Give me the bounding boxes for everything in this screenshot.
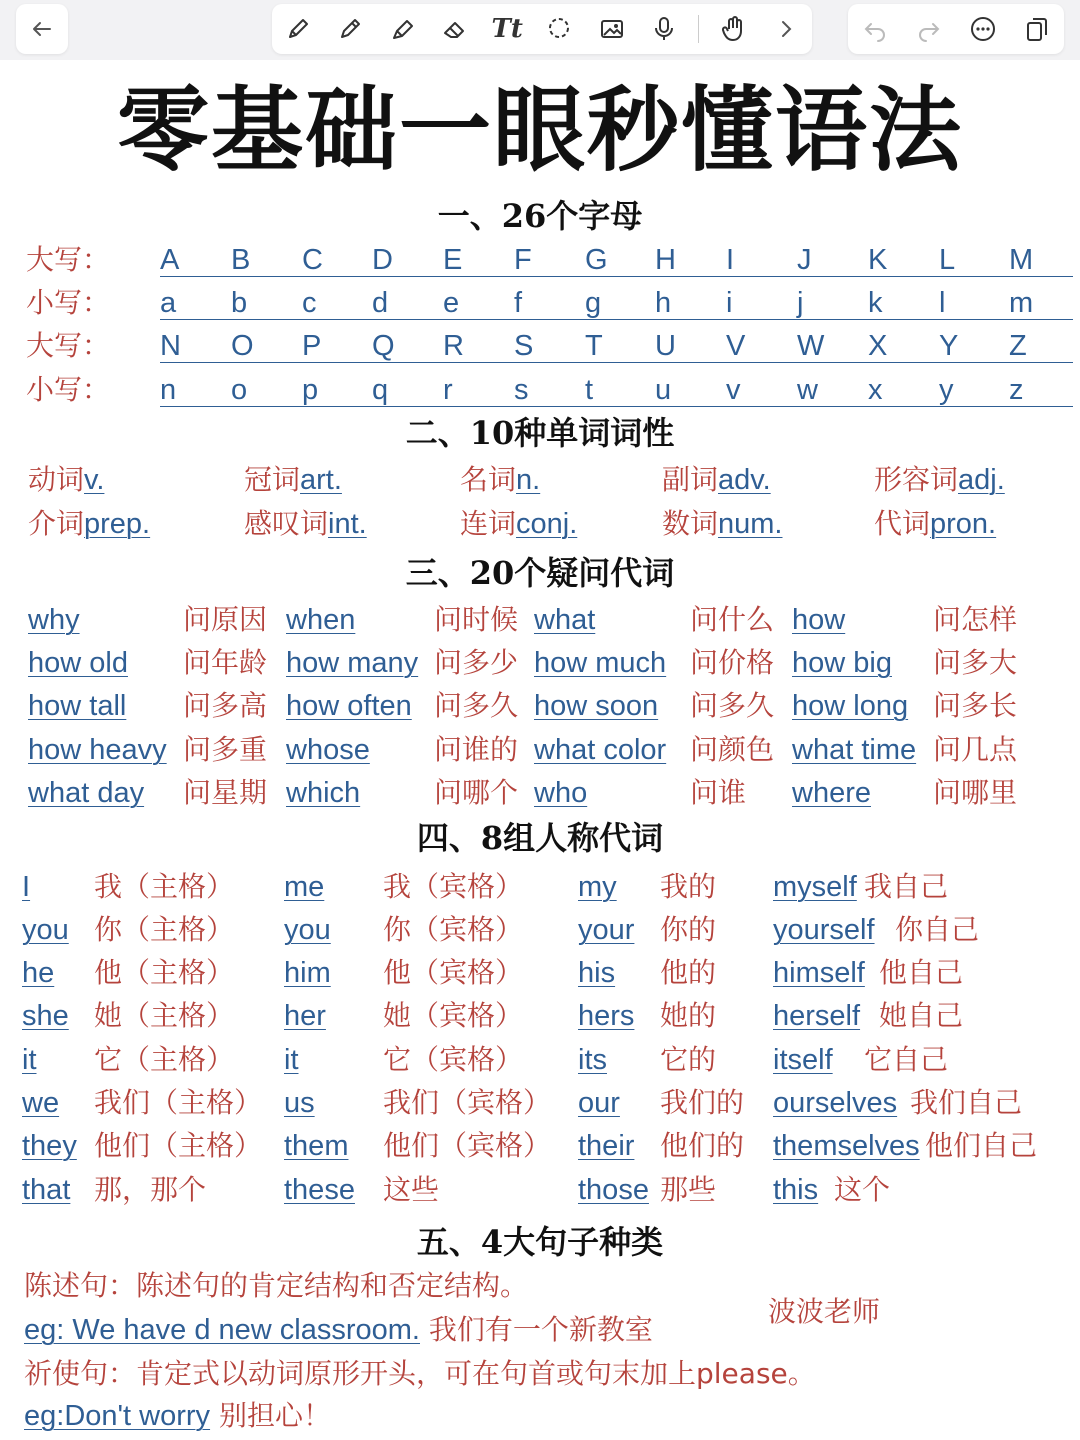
pronoun-chinese: 他（主格） xyxy=(94,956,235,989)
question-word: what time xyxy=(792,734,917,766)
alphabet-letter: D xyxy=(372,244,393,276)
question-meaning: 问多长 xyxy=(933,689,1018,722)
question-meaning: 问什么 xyxy=(690,603,775,636)
alphabet-letter: a xyxy=(160,287,177,319)
question-meaning: 问多大 xyxy=(933,646,1018,679)
alphabet-letter: o xyxy=(231,374,248,406)
pronoun-chinese: 他的 xyxy=(660,956,717,989)
pos-chinese: 名词 xyxy=(460,463,517,496)
alphabet-letter: K xyxy=(868,244,888,276)
pen-alt-icon[interactable] xyxy=(332,11,368,47)
alphabet-row xyxy=(26,283,1056,323)
pronoun-english: you xyxy=(284,914,331,946)
pronoun-english: her xyxy=(284,1000,326,1032)
alphabet-letter: y xyxy=(939,374,954,406)
part-of-speech-item xyxy=(460,460,540,500)
question-meaning: 问谁 xyxy=(690,776,747,809)
mic-icon[interactable] xyxy=(646,11,682,47)
pos-chinese: 副词 xyxy=(662,463,719,496)
part-of-speech-item xyxy=(28,504,150,544)
pronoun-english: me xyxy=(284,871,325,903)
alphabet-letter: U xyxy=(655,330,676,362)
section-heading-question-words: 三、20个疑问代词 xyxy=(405,554,675,592)
alphabet-letter: G xyxy=(585,244,608,276)
alphabet-row-label: 小写： xyxy=(26,373,111,406)
alphabet-letter: b xyxy=(231,287,248,319)
page-title: 零基础一眼秒懂语法 xyxy=(116,77,963,184)
pronoun-chinese: 这些 xyxy=(383,1173,440,1206)
pronoun-chinese: 我自己 xyxy=(864,870,949,903)
alphabet-letter: O xyxy=(231,330,254,362)
image-icon[interactable] xyxy=(594,11,630,47)
pos-abbreviation: adj. xyxy=(958,464,1005,496)
pronoun-chinese: 我们（宾格） xyxy=(383,1086,552,1119)
pronoun-english: herself xyxy=(773,1000,861,1032)
pronoun-english: your xyxy=(578,914,635,946)
question-word: who xyxy=(534,777,588,809)
alphabet-letter: B xyxy=(231,244,251,276)
pages-icon[interactable] xyxy=(1019,11,1055,47)
eraser-icon[interactable] xyxy=(437,11,473,47)
alphabet-letter: W xyxy=(797,330,825,362)
arrow-left-icon xyxy=(24,11,60,47)
pronoun-chinese: 她自己 xyxy=(879,999,964,1032)
part-of-speech-item xyxy=(244,504,367,544)
pos-chinese: 形容词 xyxy=(874,463,959,496)
imperative-example xyxy=(24,1396,331,1436)
alphabet-row-label: 小写： xyxy=(26,286,111,319)
alphabet-letter: i xyxy=(726,287,733,319)
pronoun-english: himself xyxy=(773,957,865,989)
alphabet-letter: T xyxy=(585,330,603,362)
alphabet-letter: w xyxy=(797,374,818,406)
question-meaning: 问颜色 xyxy=(690,733,775,766)
alphabet-letter: x xyxy=(868,374,883,406)
alphabet-letter: Z xyxy=(1009,330,1027,362)
highlighter-icon[interactable] xyxy=(385,11,421,47)
pronoun-chinese: 我（主格） xyxy=(94,870,235,903)
pronoun-chinese: 她（宾格） xyxy=(383,999,524,1032)
part-of-speech-item xyxy=(460,504,577,544)
alphabet-letter: p xyxy=(302,374,319,406)
pronoun-chinese: 我（宾格） xyxy=(383,870,524,903)
pronoun-chinese: 它（主格） xyxy=(94,1043,235,1076)
more-icon[interactable] xyxy=(965,11,1001,47)
question-meaning: 问哪里 xyxy=(933,776,1018,809)
alphabet-letter: v xyxy=(726,374,741,406)
pronoun-english: them xyxy=(284,1130,349,1162)
pronoun-english: hers xyxy=(578,1000,635,1032)
pronoun-chinese: 他们的 xyxy=(660,1129,745,1162)
alphabet-letter: g xyxy=(585,287,602,319)
hand-icon[interactable] xyxy=(716,11,752,47)
pronoun-chinese: 他们（主格） xyxy=(94,1129,263,1162)
example-english: eg:Don't worry xyxy=(24,1400,211,1432)
pronoun-chinese: 那些 xyxy=(660,1173,717,1206)
question-meaning: 问多少 xyxy=(434,646,519,679)
toolbar-divider xyxy=(698,15,699,43)
tool-palette xyxy=(272,4,812,54)
pos-abbreviation: v. xyxy=(84,464,105,496)
part-of-speech-item xyxy=(662,504,783,544)
alphabet-letter: u xyxy=(655,374,672,406)
pronoun-english: ourselves xyxy=(773,1087,898,1119)
pronoun-chinese: 我们自己 xyxy=(910,1086,1023,1119)
alphabet-row xyxy=(26,326,1056,366)
section-heading-alphabet: 一、26个字母 xyxy=(437,197,643,235)
pronoun-chinese: 他（宾格） xyxy=(383,956,524,989)
alphabet-letter: V xyxy=(726,330,746,362)
pronoun-english: those xyxy=(578,1174,649,1206)
pronoun-chinese: 我们（主格） xyxy=(94,1086,263,1119)
pos-chinese: 数词 xyxy=(662,507,719,540)
pos-abbreviation: num. xyxy=(718,508,783,540)
question-word: how much xyxy=(534,647,667,679)
question-word: how old xyxy=(28,647,128,679)
question-word: how soon xyxy=(534,690,659,722)
alphabet-letter: P xyxy=(302,330,322,362)
question-meaning: 问年龄 xyxy=(183,646,268,679)
back-button[interactable] xyxy=(16,4,68,54)
section-heading-parts-of-speech: 二、10种单词词性 xyxy=(405,414,675,452)
redo-icon[interactable] xyxy=(911,11,947,47)
question-word: what day xyxy=(28,777,145,809)
pronoun-english: he xyxy=(22,957,55,989)
question-word: where xyxy=(792,777,871,809)
undo-icon[interactable] xyxy=(857,11,893,47)
pronoun-english: you xyxy=(22,914,69,946)
pos-abbreviation: pron. xyxy=(930,508,997,540)
question-meaning: 问星期 xyxy=(183,776,268,809)
pronoun-chinese: 这个 xyxy=(834,1173,891,1206)
alphabet-row-label: 大写： xyxy=(26,329,111,362)
alphabet-letter: c xyxy=(302,287,317,319)
question-word: why xyxy=(28,604,80,636)
alphabet-letter: E xyxy=(443,244,463,276)
alphabet-letter: I xyxy=(726,244,735,276)
pronoun-english: that xyxy=(22,1174,71,1206)
pronoun-english: themselves xyxy=(773,1130,920,1162)
pos-abbreviation: adv. xyxy=(718,464,771,496)
pronoun-chinese: 你的 xyxy=(660,913,717,946)
pronoun-english: myself xyxy=(773,871,857,903)
example-chinese: 我们有一个新教室 xyxy=(420,1313,653,1346)
question-meaning: 问时候 xyxy=(434,603,519,636)
alphabet-letter: s xyxy=(514,374,529,406)
top-toolbar xyxy=(0,0,1080,60)
pronoun-english: itself xyxy=(773,1044,833,1076)
pronoun-english: my xyxy=(578,871,617,903)
part-of-speech-item xyxy=(874,504,996,544)
pronoun-chinese: 你（宾格） xyxy=(383,913,524,946)
pronoun-english: our xyxy=(578,1087,620,1119)
pronoun-chinese: 他们自己 xyxy=(925,1129,1038,1162)
part-of-speech-item xyxy=(244,460,342,500)
pronoun-english: I xyxy=(22,871,31,903)
alphabet-letter: Q xyxy=(372,330,395,362)
question-word: how often xyxy=(286,690,412,722)
alphabet-letter: n xyxy=(160,374,177,406)
question-word: how big xyxy=(792,647,892,679)
question-meaning: 问多高 xyxy=(183,689,268,722)
alphabet-letters xyxy=(160,370,1073,410)
alphabet-letter: X xyxy=(868,330,888,362)
alphabet-letter: M xyxy=(1009,244,1034,276)
question-word: how xyxy=(792,604,846,636)
alphabet-letter: j xyxy=(797,287,804,319)
author-signature: 波波老师 xyxy=(768,1295,881,1328)
pronoun-english: she xyxy=(22,1000,69,1032)
alphabet-letter: z xyxy=(1009,374,1024,406)
pronoun-chinese: 你（主格） xyxy=(94,913,235,946)
alphabet-letter: l xyxy=(939,287,946,319)
example-chinese: 别担心！ xyxy=(210,1399,331,1432)
question-meaning: 问谁的 xyxy=(434,733,519,766)
question-word: whose xyxy=(286,734,370,766)
question-meaning: 问原因 xyxy=(183,603,268,636)
question-word: when xyxy=(286,604,356,636)
alphabet-letter: m xyxy=(1009,287,1034,319)
pronoun-chinese: 它自己 xyxy=(864,1043,949,1076)
declarative-description: 陈述句：陈述句的肯定结构和否定结构。 xyxy=(24,1269,529,1302)
declarative-example xyxy=(24,1310,653,1350)
alphabet-letter: J xyxy=(797,244,812,276)
pos-chinese: 代词 xyxy=(874,507,931,540)
imperative-description: 祈使句：肯定式以动词原形开头，可在句首或句末加上please。 xyxy=(24,1357,816,1390)
pos-chinese: 介词 xyxy=(28,507,85,540)
alphabet-row xyxy=(26,370,1056,410)
question-meaning: 问多重 xyxy=(183,733,268,766)
alphabet-letter: r xyxy=(443,374,453,406)
pronoun-chinese: 他自己 xyxy=(879,956,964,989)
alphabet-letters xyxy=(160,240,1073,280)
pronoun-chinese: 我们的 xyxy=(660,1086,745,1119)
alphabet-letter: L xyxy=(939,244,956,276)
question-meaning: 问怎样 xyxy=(933,603,1018,636)
part-of-speech-item xyxy=(662,460,771,500)
chevron-right-icon[interactable] xyxy=(768,11,804,47)
alphabet-letter: S xyxy=(514,330,534,362)
question-meaning: 问几点 xyxy=(933,733,1018,766)
pronoun-english: its xyxy=(578,1044,607,1076)
question-meaning: 问哪个 xyxy=(434,776,519,809)
pronoun-chinese: 那，那个 xyxy=(94,1173,207,1206)
alphabet-letter: H xyxy=(655,244,676,276)
pronoun-english: yourself xyxy=(773,914,875,946)
document-actions xyxy=(848,4,1064,54)
alphabet-letter: A xyxy=(160,244,180,276)
pos-abbreviation: int. xyxy=(328,508,367,540)
pos-chinese: 冠词 xyxy=(244,463,301,496)
pronoun-english: they xyxy=(22,1130,77,1162)
pronoun-english: it xyxy=(22,1044,37,1076)
pronoun-chinese: 你自己 xyxy=(895,913,980,946)
question-word: how tall xyxy=(28,690,127,722)
example-english: eg: We have d new classroom. xyxy=(24,1314,420,1346)
alphabet-letter: f xyxy=(514,287,523,319)
alphabet-letter: t xyxy=(585,374,594,406)
question-word: how many xyxy=(286,647,419,679)
pos-abbreviation: n. xyxy=(516,464,541,496)
pronoun-english: it xyxy=(284,1044,299,1076)
question-word: how heavy xyxy=(28,734,167,766)
pronoun-english: him xyxy=(284,957,331,989)
pos-abbreviation: prep. xyxy=(84,508,151,540)
pen-icon[interactable] xyxy=(280,11,316,47)
question-word: how long xyxy=(792,690,909,722)
section-heading-sentence-types: 五、4大句子种类 xyxy=(416,1223,664,1261)
question-meaning: 问多久 xyxy=(434,689,519,722)
question-word: which xyxy=(286,777,361,809)
pos-chinese: 动词 xyxy=(28,463,85,496)
pos-abbreviation: art. xyxy=(300,464,342,496)
alphabet-letter: C xyxy=(302,244,323,276)
lasso-icon[interactable] xyxy=(541,11,577,47)
question-word: what color xyxy=(534,734,667,766)
alphabet-letter: d xyxy=(372,287,389,319)
pronoun-english: their xyxy=(578,1130,635,1162)
alphabet-letter: R xyxy=(443,330,464,362)
pronoun-english: these xyxy=(284,1174,355,1206)
alphabet-letters xyxy=(160,283,1073,323)
pronoun-english: we xyxy=(22,1087,60,1119)
pronoun-chinese: 它（宾格） xyxy=(383,1043,524,1076)
pronoun-chinese: 他们（宾格） xyxy=(383,1129,552,1162)
question-meaning: 问多久 xyxy=(690,689,775,722)
pronoun-chinese: 它的 xyxy=(660,1043,717,1076)
part-of-speech-item xyxy=(874,460,1005,500)
pos-chinese: 连词 xyxy=(460,507,517,540)
section-heading-pronouns: 四、8组人称代词 xyxy=(416,819,664,857)
alphabet-row-label: 大写： xyxy=(26,243,111,276)
alphabet-letter: e xyxy=(443,287,460,319)
alphabet-letter: q xyxy=(372,374,389,406)
alphabet-letter: Y xyxy=(939,330,959,362)
pronoun-chinese: 她（主格） xyxy=(94,999,235,1032)
alphabet-letter: k xyxy=(868,287,883,319)
pronoun-english: us xyxy=(284,1087,315,1119)
question-word: what xyxy=(534,604,596,636)
alphabet-letter: N xyxy=(160,330,181,362)
alphabet-row xyxy=(26,240,1056,280)
text-icon[interactable]: Tt xyxy=(491,14,523,44)
alphabet-letter: F xyxy=(514,244,532,276)
alphabet-letters xyxy=(160,326,1073,366)
pronoun-english: this xyxy=(773,1174,819,1206)
pronoun-english: his xyxy=(578,957,616,989)
pronoun-chinese: 我的 xyxy=(660,870,717,903)
pos-abbreviation: conj. xyxy=(516,508,578,540)
part-of-speech-item xyxy=(28,460,104,500)
pronoun-chinese: 她的 xyxy=(660,999,717,1032)
pos-chinese: 感叹词 xyxy=(244,507,329,540)
alphabet-letter: h xyxy=(655,287,672,319)
question-meaning: 问价格 xyxy=(690,646,775,679)
